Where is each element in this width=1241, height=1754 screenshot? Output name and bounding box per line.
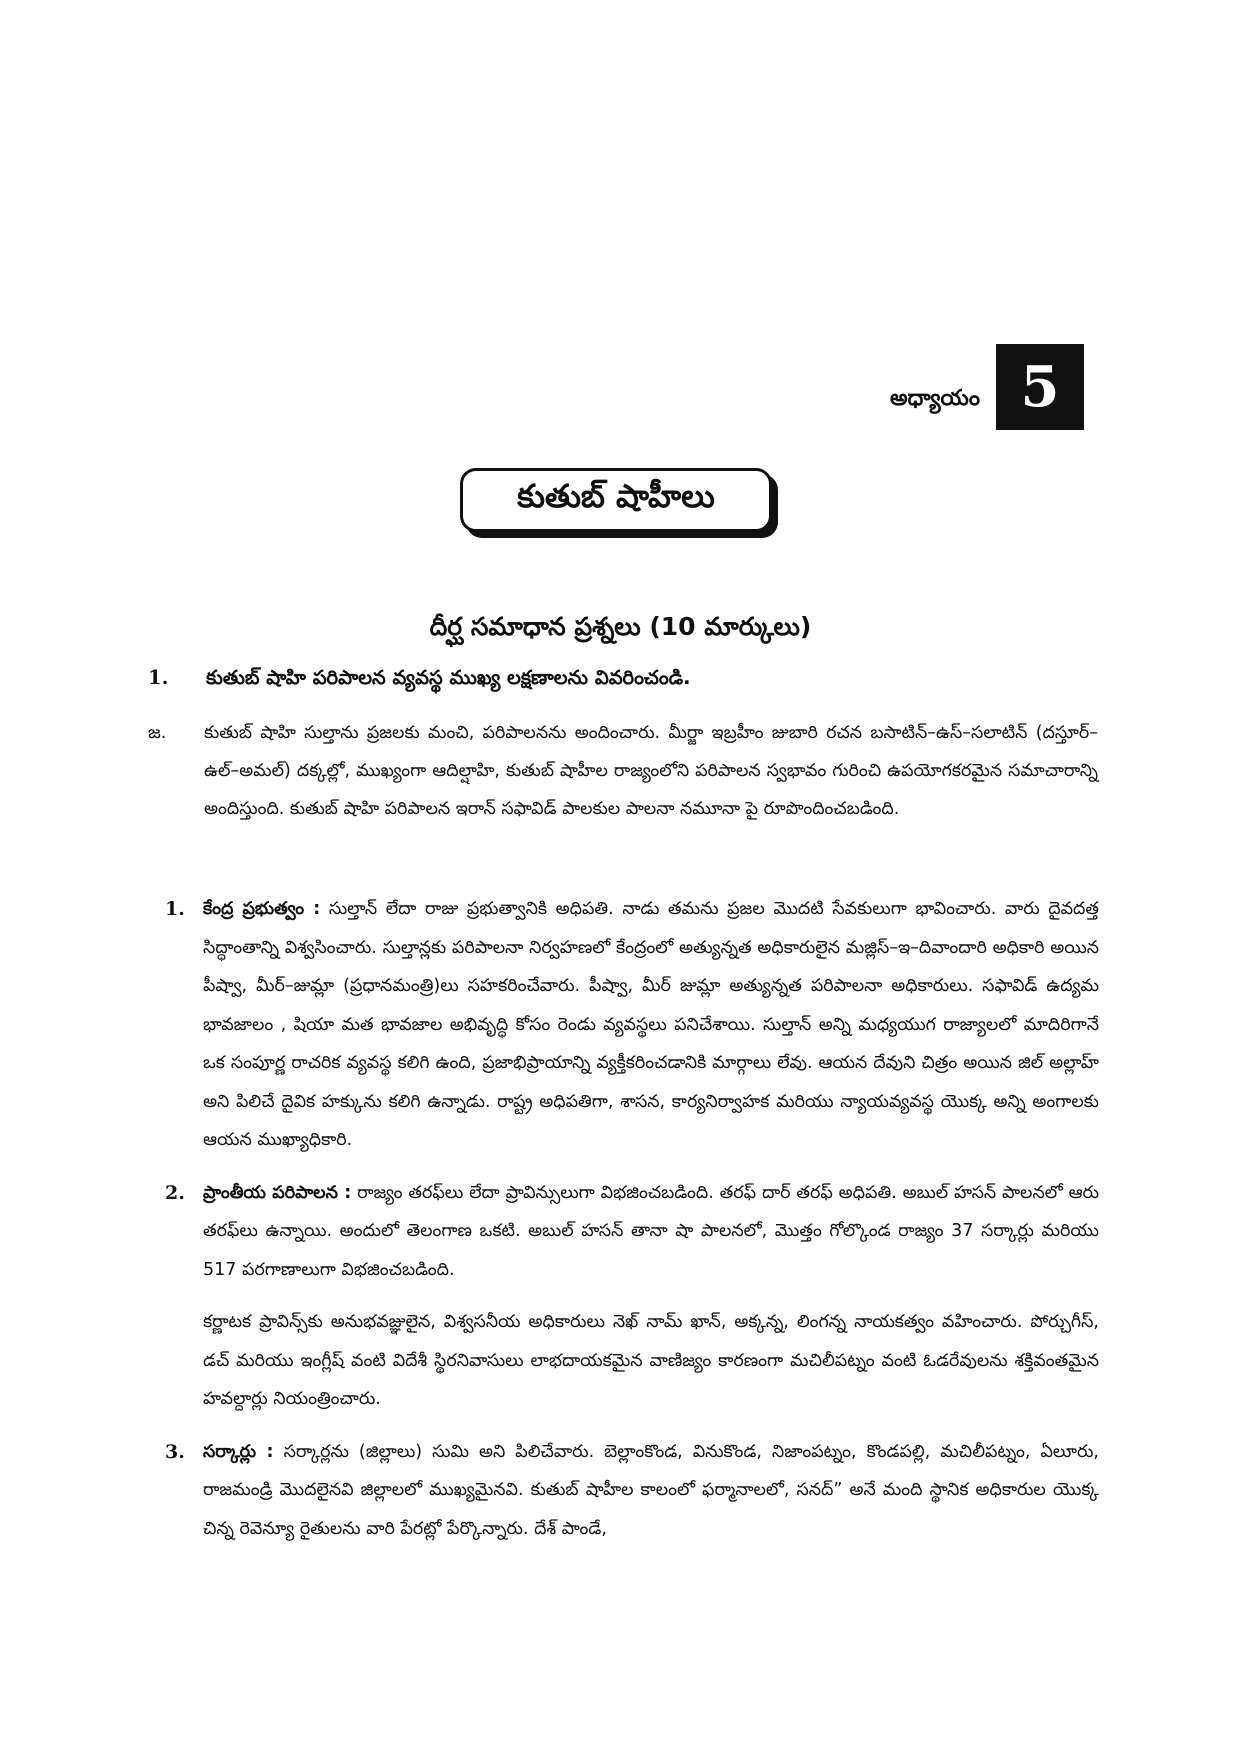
point-title: ప్రాంతీయ పరిపాలన : <box>203 1182 352 1203</box>
point-central-government <box>165 890 1099 1160</box>
answer-label: జ. <box>148 723 167 743</box>
point-number: 1. <box>165 898 185 920</box>
point-text: రాజ్యం తరఫ్‌లు లేదా ప్రావిన్సులుగా విభజించబడింది. తరఫ్ దార్ తరఫ్ అధిపతి. అబుల్ హసన్ పాలనలో ఆరు తరఫ్‌లు ఉన్నాయి. అందులో తెలంగాణ ఒకటి. అబుల్ హసన్ తానా షా పాలనలో, మొత్తం గోల్కొండ రాజ్యం 37 సర్కార్లు మరియు 517 పరగాణాలుగా విభజించబడింది. <box>203 1182 1099 1280</box>
question-text: కుతుబ్ షాహి పరిపాలన వ్యవస్థ ముఖ్య లక్షణాలను వివరించండి. <box>206 666 691 689</box>
point-text: సుల్తాన్ లేదా రాజు ప్రభుత్వానికి అధిపతి. నాడు తమను ప్రజల మొదటి సేవకులుగా భావించారు. వారు దైవదత్త సిద్ధాంతాన్ని విశ్వసించారు. సుల్తాన్లకు పరిపాలనా నిర్వహణలో కేంద్రంలో అత్యున్నత అధికారులైన మజ్లిస్–ఇ–దివాందారి అధికారి అయిన పీష్వా, మీర్–జుమ్లా (ప్రధానమంత్రి)లు సహకరించేవారు. పీష్వా, మీర్ జుమ్లా అత్యున్నత పరిపాలనా అధికారులు. సఫావిడ్ ఉద్యమ భావజాలం , షియా మత భావజాల అభివృద్ధి కోసం రెండు వ్యవస్థలు పనిచేశాయి. సుల్తాన్ అన్ని మధ్యయుగ రాజ్యాలలో మాదిరిగానే ఒక సంపూర్ణ రాచరిక వ్యవస్థ కలిగి ఉంది, ప్రజాభిప్రాయాన్ని వ్యక్తీకరించడానికి మార్గాలు లేవు. ఆయన దేవుని చిత్రం అయిన జిల్ అల్లాహ్ అని పిలిచే దైవిక హక్కును కలిగి ఉన్నాడు. రాష్ట్ర అధిపతిగా, శాసన, కార్యనిర్వాహక మరియు న్యాయవ్యవస్థ యొక్క అన్ని అంగాలకు ఆయన ముఖ్యాధికారి. <box>203 899 1099 1150</box>
point-continuation: కర్ణాటక ప్రావిన్స్‌కు అనుభవజ్ఞులైన, విశ్వసనీయ అధికారులు నెఖ్ నామ్ ఖాన్, అక్కన్న, లింగన్న నాయకత్వం వహించారు. పోర్చుగీస్, డచ్ మరియు ఇంగ్లీష్ వంటి విదేశీ స్థిరనివాసులు లాభదాయకమైన వాణిజ్యం కారణంగా మచిలీపట్నం వంటి ఓడరేవులను శక్తివంతమైన హవల్దార్లు నియంత్రించారు. <box>203 1312 1099 1409</box>
chapter-number-badge: 5 <box>996 344 1084 430</box>
point-body <box>203 890 1099 1160</box>
chapter-title-frame <box>460 468 778 538</box>
point-number: 2. <box>165 1181 185 1204</box>
answer-intro-text: కుతుబ్ షాహి సుల్తాను ప్రజలకు మంచి, పరిపాలనను అందించారు. మీర్జా ఇబ్రహీం జుబారి రచన బసాటిన్–ఉస్–సలాటిన్ (దస్తూర్–ఉల్–అమల్) దక్కల్లో, ముఖ్యంగా ఆదిల్షాహి, కుతుబ్ షాహీల రాజ్యంలోని పరిపాలన స్వభావం గురించి ఉపయోగకరమైన సమాచారాన్ని అందిస్తుంది. కుతుబ్ షాహి పరిపాలన ఇరాన్ సఫావిడ్ పాలకుల పాలనా నమూనా పై రూపొందించబడింది. <box>204 723 1098 819</box>
point-body <box>203 1174 1099 1290</box>
answer-points <box>165 890 1099 1562</box>
answer-intro <box>148 714 1098 828</box>
section-heading: దీర్ఘ సమాధాన ప్రశ్నలు (10 మార్కులు) <box>429 612 812 641</box>
point-title: కేంద్ర ప్రభుత్వం : <box>203 899 321 919</box>
chapter-title: కుతుబ్ షాహీలు <box>460 468 772 532</box>
point-text: సర్కార్లను (జిల్లాలు) సుమి అని పిలిచేవారు. బెల్లాంకొండ, వినుకొండ, నిజాంపట్నం, కొండపల్లి, మచిలీపట్నం, ఏలూరు, రాజమండ్రి మొదలైనవి జిల్లాలలో ముఖ్యమైనవి. కుతుబ్ షాహీల కాలంలో ఫర్మానాలలో, సనద్” అనే మంది స్థానిక అధికారుల యొక్క చిన్న రెవెన్యూ రైతులను వారి పేరట్లో పేర్కొన్నారు. దేశ్ పాండే, <box>203 1441 1099 1539</box>
chapter-header <box>890 344 1084 430</box>
point-regional-administration <box>165 1174 1099 1290</box>
point-sarkars <box>165 1433 1099 1549</box>
point-title: సర్కార్లు : <box>203 1441 274 1462</box>
question <box>148 666 1098 694</box>
question-number: 1. <box>148 666 169 689</box>
chapter-label: అధ్యాయం <box>889 386 980 411</box>
point-body <box>203 1433 1099 1549</box>
point-number: 3. <box>165 1440 185 1463</box>
